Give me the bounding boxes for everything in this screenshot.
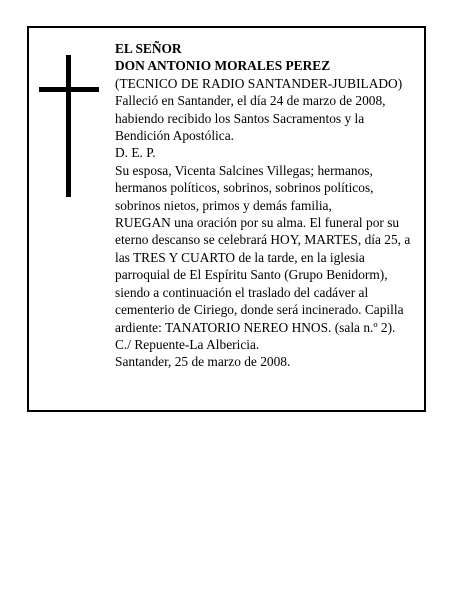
obituary-notice xyxy=(27,26,426,412)
cross-vertical-bar xyxy=(66,55,71,197)
notice-title: EL SEÑOR xyxy=(115,41,182,56)
cross-horizontal-bar xyxy=(39,87,99,92)
notice-line: habiendo recibido los Santos Sacramentos y la xyxy=(115,110,365,126)
notice-line: Su esposa, Vicenta Salcines Villegas; hermanos, xyxy=(115,162,373,178)
notice-line: parroquial de El Espíritu Santo (Grupo Benidorm), xyxy=(115,267,388,283)
notice-line: RUEGAN una oración por su alma. El funeral por su xyxy=(115,215,400,231)
notice-line: cementerio de Ciriego, donde será incinerado. Capilla xyxy=(115,302,404,318)
notice-line: hermanos políticos, sobrinos, sobrinos políticos, xyxy=(115,180,374,196)
notice-line: Falleció en Santander, el día 24 de marzo de 2008, xyxy=(115,93,386,109)
notice-line: C./ Repuente-La Albericia. xyxy=(115,336,260,352)
notice-text xyxy=(115,40,421,371)
deceased-name: DON ANTONIO MORALES PEREZ xyxy=(115,58,331,74)
rest-in-peace-line: D. E. P. xyxy=(115,145,156,161)
notice-line: eterno descanso se celebrará HOY, MARTES, día 25, a xyxy=(115,232,411,248)
deceased-occupation: (TECNICO DE RADIO SANTANDER-JUBILADO) xyxy=(115,75,403,91)
notice-line: sobrinos nietos, primos y demás familia, xyxy=(115,197,332,213)
notice-line: Bendición Apostólica. xyxy=(115,128,235,144)
notice-line: las TRES Y CUARTO de la tarde, en la iglesia xyxy=(115,249,365,265)
notice-line: siendo a continuación el traslado del cadáver al xyxy=(115,284,369,300)
latin-cross-icon xyxy=(39,55,99,197)
notice-line: ardiente: TANATORIO NEREO HNOS. (sala n.º 2). xyxy=(115,319,396,335)
notice-date-line: Santander, 25 de marzo de 2008. xyxy=(115,354,291,370)
